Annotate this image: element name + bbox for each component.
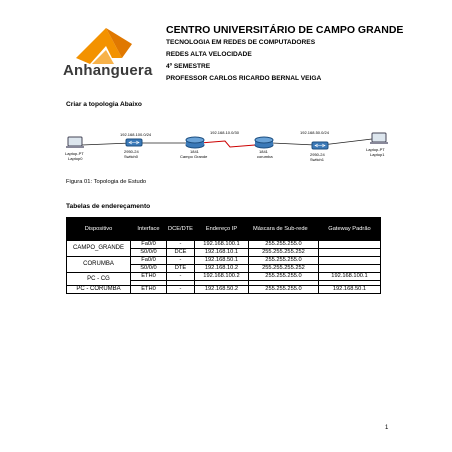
table-row [67, 286, 381, 294]
link-switch1-laptop1 [322, 139, 372, 145]
cell: DTE [167, 265, 195, 273]
addressing-table [66, 217, 381, 294]
device-model-switch0: 2950-24 [124, 149, 139, 154]
cell: - [167, 286, 195, 294]
course-line: TECNOLOGIA EM REDES DE COMPUTADORES [166, 39, 316, 46]
cell: 255.255.255.0 [248, 273, 318, 281]
device-name-router-corumba: corumba [257, 154, 273, 159]
figure-caption: Figura 01: Topologia de Estudo [66, 179, 147, 185]
topology-diagram [60, 123, 400, 175]
cell: 255.255.255.0 [248, 286, 318, 294]
laptop1-icon [370, 133, 388, 144]
router-campo-grande-icon [186, 137, 204, 148]
cell: 192.168.50.1 [194, 257, 248, 265]
device-model-router-cg: 1841 [190, 149, 199, 154]
cell: ETH0 [131, 273, 167, 281]
device-model-laptop0: Laptop-PT [65, 151, 84, 156]
cell: 192.168.50.1 [318, 286, 380, 294]
cell: ETH0 [131, 286, 167, 294]
cell: 192.168.50.2 [194, 286, 248, 294]
cell: - [167, 257, 195, 265]
cell-device: CORUMBA [67, 257, 131, 273]
section-title-topology: Criar a topologia Abaixo [66, 101, 142, 108]
cell [318, 249, 380, 257]
device-model-router-corumba: 1841 [259, 149, 268, 154]
cell: 192.168.10.2 [194, 265, 248, 273]
cell: S0/0/0 [131, 249, 167, 257]
switch0-icon [126, 139, 142, 146]
cell: 192.168.100.2 [194, 273, 248, 281]
col-header-mask: Máscara de Sub-rede [248, 218, 318, 241]
cell: Fa0/0 [131, 241, 167, 249]
device-name-switch1: Switch1 [310, 157, 325, 162]
cell: 255.255.255.252 [248, 249, 318, 257]
device-name-switch0: Switch0 [124, 154, 139, 159]
table-row [67, 257, 381, 265]
cell-device: CAMPO_GRANDE [67, 241, 131, 257]
section-title-addressing: Tabelas de endereçamento [66, 203, 151, 210]
device-name-router-cg: Campo Grande [180, 154, 208, 159]
table-row [67, 273, 381, 281]
link-router-corumba-switch1 [272, 143, 315, 145]
col-header-interface: Interface [131, 218, 167, 241]
cell [318, 241, 380, 249]
device-model-laptop1: Laptop-PT [366, 147, 385, 152]
cell: 192.168.100.1 [318, 273, 380, 281]
device-name-laptop0: Laptop0 [68, 156, 83, 161]
cell-device: PC - CG [67, 273, 131, 286]
cell [318, 257, 380, 265]
cell [318, 265, 380, 273]
cell: 255.255.255.0 [248, 257, 318, 265]
cell: 192.168.100.1 [194, 241, 248, 249]
device-model-switch1: 2950-24 [310, 152, 325, 157]
page-number: 1 [385, 425, 389, 431]
col-header-gateway: Gateway Padrão [318, 218, 380, 241]
col-header-dce-dte: DCE/DTE [167, 218, 195, 241]
subject-line: REDES ALTA VELOCIDADE [166, 51, 252, 58]
cell: 255.255.255.252 [248, 265, 318, 273]
institution-title: CENTRO UNIVERSITÁRIO DE CAMPO GRANDE [166, 24, 404, 36]
network-label-1: 192.168.100.0/24 [120, 132, 152, 137]
network-label-2: 192.168.10.0/30 [210, 130, 239, 135]
professor-line: PROFESSOR CARLOS RICARDO BERNAL VEIGA [166, 75, 322, 82]
cell-device: PC - CORUMBA [67, 286, 131, 294]
router-corumba-icon [255, 137, 273, 148]
network-label-3: 192.168.50.0/24 [300, 130, 329, 135]
col-header-ip: Endereço IP [194, 218, 248, 241]
semester-line: 4º SEMESTRE [166, 63, 211, 70]
col-header-device: Dispositivo [67, 218, 131, 241]
table-row [67, 241, 381, 249]
cell: - [167, 273, 195, 281]
table-header-row [67, 218, 381, 241]
switch1-icon [312, 142, 328, 149]
cell: 192.168.10.1 [194, 249, 248, 257]
cell: S0/0/0 [131, 265, 167, 273]
cell: Fa0/0 [131, 257, 167, 265]
cell: - [167, 241, 195, 249]
link-laptop0-switch0 [82, 143, 132, 145]
device-name-laptop1: Laptop1 [370, 152, 385, 157]
cell: 255.255.255.0 [248, 241, 318, 249]
cell: DCE [167, 249, 195, 257]
laptop0-icon [66, 137, 84, 148]
brand-name: Anhanguera [63, 62, 153, 79]
